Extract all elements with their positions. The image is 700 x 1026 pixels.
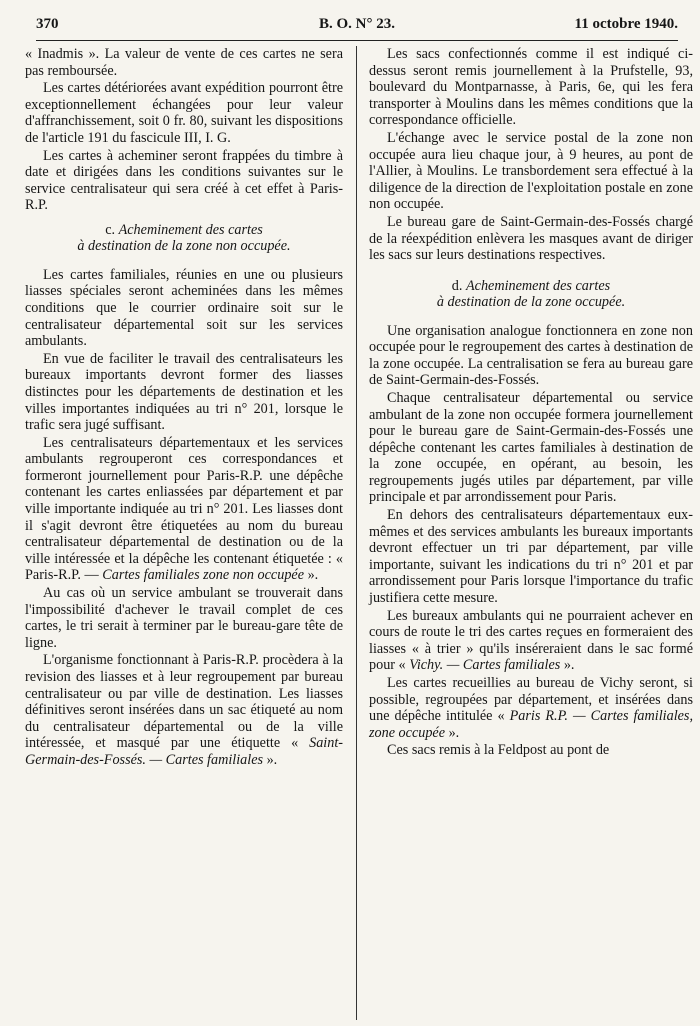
paragraph: Chaque centralisateur départemental ou service ambulant de la zone non occupée formera journellement pour le bureau gare de Saint-Germain-des-Fossés une dépêche contenant les cartes familiales à destination de la zone occupée, en opérant, au besoin, les regroupements jugés utiles par département, par ville principale et par arrondissement pour Paris. — [369, 389, 693, 506]
section-heading-line: à destination de la zone occupée. — [436, 294, 626, 311]
paragraph: En vue de faciliter le travail des centralisateurs les bureaux importants devront former des liasses distinctes pour les départements de destination et les villes importantes indiquées au tri n° 201, lorsque le trafic sera jugé suffisant. — [25, 350, 343, 434]
paragraph: Les cartes à acheminer seront frappées du timbre à date et dirigées dans les conditions suivantes sur le service centralisateur qui sera créé à cet effet à Paris-R.P. — [25, 147, 343, 214]
section-letter: d. — [451, 277, 463, 294]
right-column — [369, 46, 693, 1026]
section-heading-line: à destination de la zone non occupée. — [77, 238, 291, 255]
bulletin-title: B. O. N° 23. — [318, 16, 395, 32]
paragraph: « Inadmis ». La valeur de vente de ces cartes ne sera pas remboursée. — [25, 46, 343, 79]
section-heading-c — [25, 222, 343, 255]
paragraph: Ces sacs remis à la Feldpost au pont de — [387, 742, 610, 759]
paragraph: Les sacs confectionnés comme il est indiqué ci-dessus seront remis journellement à la Prufstelle, 93, boulevard du Montparnasse, à Paris, 6e, qui les fera transporter à Moulins dans les mêmes conditions que la correspondance officielle. — [369, 46, 693, 129]
italic-label: Vichy. — Cartes familiales — [409, 657, 561, 674]
paragraph: L'organisme fonctionnant à Paris-R.P. procèdera à la revision des liasses et à leur regroupement par bureau centralisateur ou par ville de destination. Les liasses définitives seront insérées dans un sac étiqueté au nom du centralisateur départemental ou de la ville intéressée, et masqué par une étiquette « Saint-Germain-des-Fossés. — Cartes familiales ». — [25, 652, 343, 768]
paragraph: Au cas où un service ambulant se trouverait dans l'impossibilité d'achever le travail complet de ces cartes, le tri serait à terminer par le bureau-gare tête de ligne. — [25, 585, 343, 651]
paragraph: Les cartes recueillies au bureau de Vichy seront, si possible, regroupées par département, et insérées dans une dépêche intitulée « Paris R.P. — Cartes familiales, zone occupée ». — [369, 675, 693, 741]
paragraph: Le bureau gare de Saint-Germain-des-Fossés chargé de la réexpédition enlèvera les masques avant de diriger les sacs sur leurs destinations respectives. — [369, 213, 693, 264]
section-heading-line: Acheminement des cartes — [118, 221, 263, 238]
issue-date: 11 octobre 1940. — [574, 16, 678, 32]
section-letter: c. — [105, 221, 116, 238]
paragraph: Une organisation analogue fonctionnera en zone non occupée pour le regroupement des cartes à destination de la zone occupée. La centralisation se fera au bureau gare de Saint-Germain-des-Fossés. — [369, 322, 693, 389]
left-column — [25, 46, 343, 1026]
page-number: 370 — [36, 16, 59, 32]
page-header — [36, 12, 678, 41]
paragraph: Les cartes détériorées avant expédition pourront être exceptionnellement échangées pour leur valeur d'affranchissement, soit 0 fr. 80, suivant les dispositions de l'article 191 du fascicule III, I. G. — [25, 80, 343, 146]
section-heading-d — [369, 278, 693, 311]
paragraph: Les centralisateurs départementaux et les services ambulants regrouperont ces correspondances et formeront journellement pour Paris-R.P. une dépêche contenant les cartes enliassées par département et par ville importante indiquée au tri n° 201. Les liasses dont il s'agit devront être étiquetées au nom du bureau centralisateur départemental de destination ou de la ville intéressée et la dépêche les contenant étiquetée : « Paris-R.P. — Cartes familiales zone non occupée ». — [25, 434, 343, 584]
italic-label: Cartes familiales zone non occupée — [102, 567, 305, 584]
section-heading-line: Acheminement des cartes — [465, 277, 611, 294]
paragraph: L'échange avec le service postal de la zone non occupée aura lieu chaque jour, à 9 heures, au pont de l'Allier, à Moulins. Le transbordement sera effectué à la diligence de la direction de l'exploitation postale en zone non occupée. — [369, 129, 693, 213]
italic-label: Saint-Germain-des-Fossés. — Cartes familiales — [25, 735, 343, 768]
italic-label: Paris R.P. — Cartes familiales, zone occupée — [369, 708, 693, 741]
column-divider — [356, 46, 357, 1020]
paragraph: Les bureaux ambulants qui ne pourraient achever en cours de route le tri des cartes reçues en formeraient des liasses « à trier » qu'ils inséreraient dans le sac formé pour « Vichy. — Cartes familiales ». — [369, 607, 693, 674]
paragraph: Les cartes familiales, réunies en une ou plusieurs liasses spéciales seront acheminées dans les mêmes conditions que le courrier ordinaire soit sur le centralisateur départemental soit sur les services ambulants. — [25, 266, 343, 350]
paragraph: En dehors des centralisateurs départementaux eux-mêmes et des services ambulants les bureaux importants devront effectuer un tri par département, par ville importante, suivant les indications du tri n° 201 et par arrondissement pour Paris lorsque l'importance du trafic justifiera cette mesure. — [369, 507, 693, 607]
